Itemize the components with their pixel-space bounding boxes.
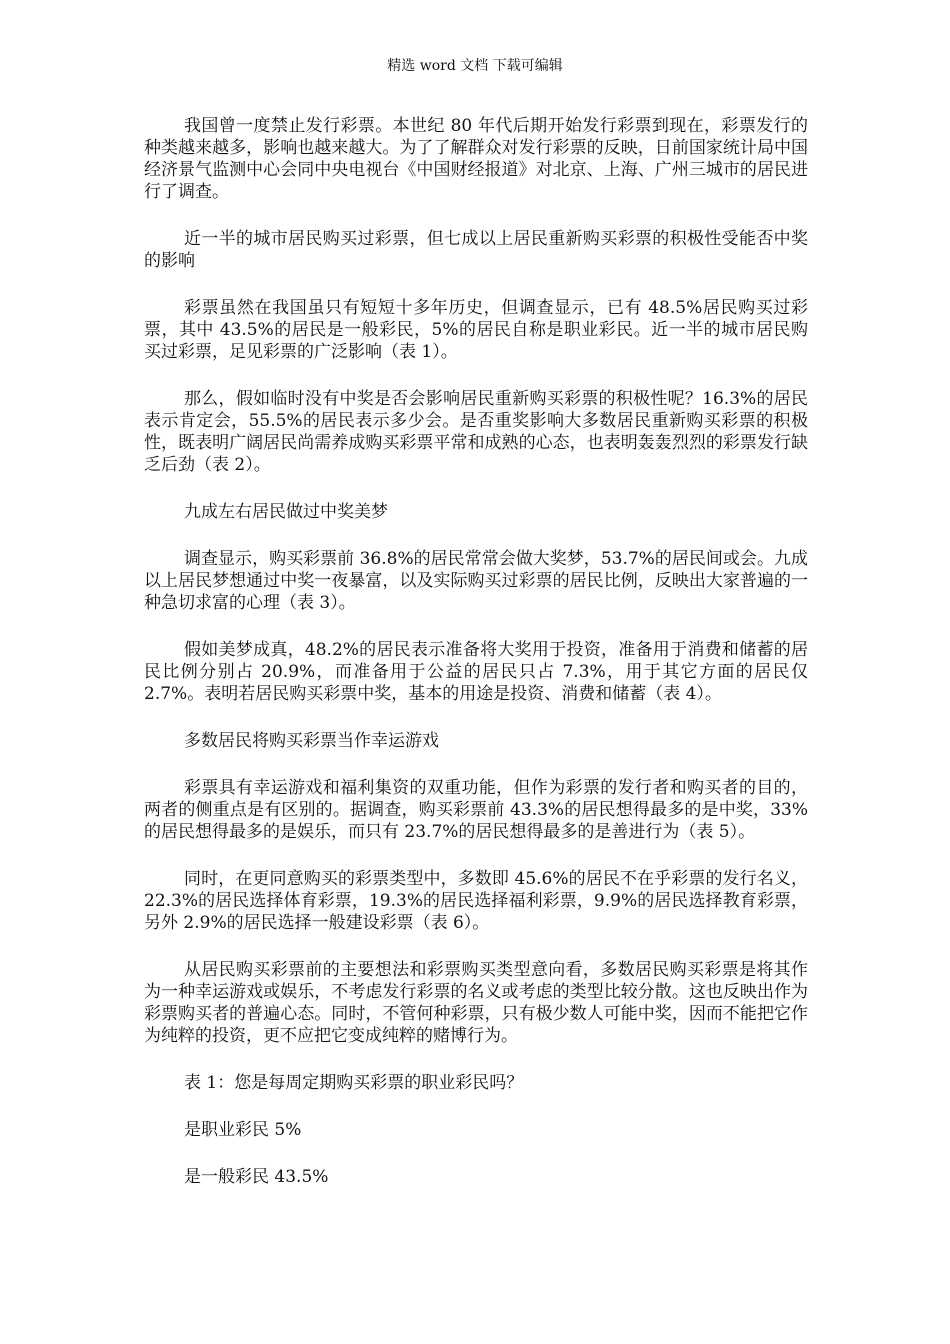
paragraph: 彩票虽然在我国虽只有短短十多年历史，但调查显示，已有 48.5%居民购买过彩票，其中 43.5%的居民是一般彩民，5%的居民自称是职业彩民。近一半的城市居民购买过彩票，足见彩票的广泛影响（表 1）。 <box>144 298 808 362</box>
paragraph: 调查显示，购买彩票前 36.8%的居民常常会做大奖梦，53.7%的居民间或会。九成以上居民梦想通过中奖一夜暴富，以及实际购买过彩票的居民比例，反映出大家普遍的一种急切求富的心理（表 3）。 <box>144 549 808 613</box>
intro-paragraph: 我国曾一度禁止发行彩票。本世纪 80 年代后期开始发行彩票到现在，彩票发行的种类越来越多，影响也越来越大。为了了解群众对发行彩票的反映，日前国家统计局中国经济景气监测中心会同中央电视台《中国财经报道》对北京、上海、广州三城市的居民进行了调查。 <box>144 116 808 202</box>
section-heading-dream: 九成左右居民做过中奖美梦 <box>184 502 388 522</box>
paragraph: 同时，在更同意购买的彩票类型中，多数即 45.6%的居民不在乎彩票的发行名义，22.3%的居民选择体育彩票，19.3%的居民选择福利彩票，9.9%的居民选择教育彩票，另外 2.9%的居民选择一般建设彩票（表 6）。 <box>144 869 808 933</box>
document-body <box>144 115 808 1213</box>
table-row: 是职业彩民 5% <box>184 1120 302 1140</box>
paragraph: 彩票具有幸运游戏和福利集资的双重功能，但作为彩票的发行者和购买者的目的，两者的侧重点是有区别的。据调查，购买彩票前 43.3%的居民想得最多的是中奖，33%的居民想得最多的是娱乐，而只有 23.7%的居民想得最多的是善进行为（表 5）。 <box>144 778 808 842</box>
page-header: 精选 word 文档 下载可编辑 <box>387 58 563 74</box>
paragraph: 那么，假如临时没有中奖是否会影响居民重新购买彩票的积极性呢？16.3%的居民表示肯定会，55.5%的居民表示多少会。是否重奖影响大多数居民重新购买彩票的积极性，既表明广阔居民尚需养成购买彩票平常和成熟的心态，也表明轰轰烈烈的彩票发行缺乏后劲（表 2）。 <box>144 389 808 475</box>
table-row: 是一般彩民 43.5% <box>184 1167 329 1187</box>
table-title: 表 1：您是每周定期购买彩票的职业彩民吗？ <box>184 1073 524 1093</box>
paragraph: 从居民购买彩票前的主要想法和彩票购买类型意向看，多数居民购买彩票是将其作为一种幸运游戏或娱乐，不考虑发行彩票的名义或考虑的类型比较分散。这也反映出作为彩票购买者的普遍心态。同时，不管何种彩票，只有极少数人可能中奖，因而不能把它作为纯粹的投资，更不应把它变成纯粹的赌博行为。 <box>144 960 808 1046</box>
section-heading-game: 多数居民将购买彩票当作幸运游戏 <box>184 731 439 751</box>
section-heading-purchase: 近一半的城市居民购买过彩票，但七成以上居民重新购买彩票的积极性受能否中奖的影响 <box>144 229 808 271</box>
paragraph: 假如美梦成真，48.2%的居民表示准备将大奖用于投资，准备用于消费和储蓄的居民比例分别占 20.9%，而准备用于公益的居民只占 7.3%，用于其它方面的居民仅 2.7%。表明若居民购买彩票中奖，基本的用途是投资、消费和储蓄（表 4）。 <box>144 640 808 704</box>
